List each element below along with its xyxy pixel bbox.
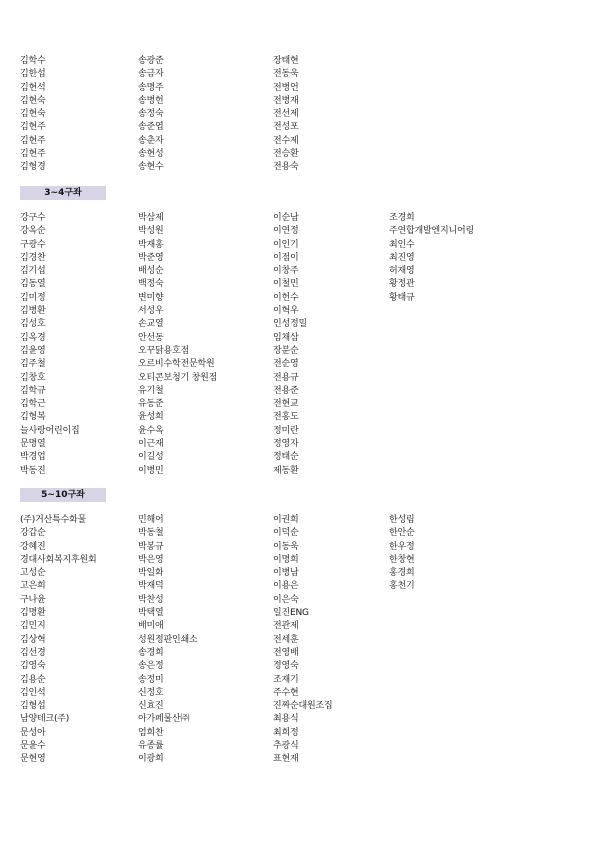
donor-name: 김형경	[20, 162, 46, 173]
donor-name: 김학근	[20, 399, 46, 410]
donor-name: 김형섭	[20, 701, 46, 712]
donor-name: 이은숙	[273, 594, 299, 605]
donor-name: 이근재	[138, 439, 164, 450]
donor-row	[0, 700, 600, 713]
donor-name: 김미정	[20, 292, 46, 303]
donor-row	[0, 607, 600, 620]
donor-row	[0, 647, 600, 660]
donor-name: 박경업	[20, 452, 46, 463]
donor-list-section-5-10	[0, 514, 600, 767]
donor-name: 김현주	[20, 135, 46, 146]
donor-name: 송춘자	[138, 135, 164, 146]
donor-row	[0, 148, 600, 161]
donor-name: 최용식	[273, 714, 299, 725]
donor-name: 정태순	[273, 452, 299, 463]
donor-name: 박은영	[138, 554, 164, 565]
donor-name: 엄희찬	[138, 727, 164, 738]
donor-name: 이명희	[273, 554, 299, 565]
donor-name: 전현교	[273, 399, 299, 410]
donor-row	[0, 332, 600, 345]
donor-row	[0, 753, 600, 766]
donor-name: 박준영	[138, 252, 164, 263]
donor-name: 배성순	[138, 266, 164, 277]
donor-name: 박재홍	[138, 239, 164, 250]
donor-name: 전관제	[273, 621, 299, 632]
donor-name: 김성호	[20, 319, 46, 330]
donor-name: 송은정	[138, 661, 164, 672]
donor-name: 이점이	[273, 252, 299, 263]
donor-row	[0, 674, 600, 687]
donor-name: 배미애	[138, 621, 164, 632]
donor-row	[0, 634, 600, 647]
donor-name: 송광준	[138, 56, 164, 66]
donor-name: 문윤수	[20, 741, 46, 752]
donor-list-section-3-4	[0, 212, 600, 478]
donor-name: 김명환	[20, 608, 46, 619]
donor-name: 박동진	[20, 465, 46, 476]
donor-name: 주수현	[273, 687, 299, 698]
donor-name: 구나윤	[20, 594, 46, 605]
donor-name: 박택열	[138, 608, 164, 619]
donor-row	[0, 292, 600, 305]
donor-row	[0, 385, 600, 398]
donor-name: 허재영	[389, 266, 415, 277]
donor-name: 전순영	[273, 359, 299, 370]
donor-name: 송병헌	[138, 95, 164, 106]
donor-name: 송정숙	[138, 109, 164, 120]
donor-name: 김선경	[20, 647, 46, 658]
donor-name: 신효진	[138, 701, 164, 712]
donor-name: 유종률	[138, 741, 164, 752]
donor-name: 이길성	[138, 452, 164, 463]
donor-name: 이동욱	[273, 541, 299, 552]
donor-name: 전영배	[273, 647, 299, 658]
donor-name: 성원정판인쇄소	[138, 634, 198, 645]
donor-row	[0, 567, 600, 580]
donor-name: 남양테크(주)	[20, 714, 70, 725]
donor-name: 제동환	[273, 465, 299, 476]
donor-name: 정영숙	[273, 661, 299, 672]
donor-name: 전수제	[273, 135, 299, 146]
donor-name: 한안순	[389, 528, 415, 539]
donor-row	[0, 305, 600, 318]
donor-name: 조경희	[389, 213, 415, 223]
donor-name: 김창호	[20, 372, 46, 383]
donor-row	[0, 135, 600, 148]
donor-name: 전용규	[273, 372, 299, 383]
donor-name: 전승환	[273, 149, 299, 160]
donor-name: 황정관	[389, 279, 415, 290]
donor-name: 송명주	[138, 82, 164, 93]
donor-name: 일진ENG	[273, 608, 309, 619]
donor-name: 이인기	[273, 239, 299, 250]
donor-row	[0, 425, 600, 438]
donor-name: 송현수	[138, 162, 164, 173]
donor-name: 이병남	[273, 568, 299, 579]
donor-name: 김현주	[20, 122, 46, 133]
donor-name: 이혁우	[273, 306, 299, 317]
donor-name: 박성원	[138, 226, 164, 237]
donor-name: 정미란	[273, 425, 299, 436]
donor-name: 표현재	[273, 754, 299, 765]
donor-name: 전세훈	[273, 634, 299, 645]
donor-name: 김윤영	[20, 345, 46, 356]
donor-row	[0, 465, 600, 478]
donor-name: 김동열	[20, 279, 46, 290]
donor-name: 박봉규	[138, 541, 164, 552]
donor-name: 이병민	[138, 465, 164, 476]
donor-row	[0, 398, 600, 411]
donor-name: 송준엽	[138, 122, 164, 133]
donor-name: 홍천기	[389, 581, 415, 592]
donor-name: 장분순	[273, 345, 299, 356]
donor-name: 한창현	[389, 554, 415, 565]
donor-row	[0, 278, 600, 291]
donor-row	[0, 687, 600, 700]
donor-name: 늘사랑어린이집	[20, 425, 80, 436]
donor-row	[0, 161, 600, 174]
donor-name: 전병언	[273, 82, 299, 93]
donor-row	[0, 212, 600, 225]
section-header-3-4: 3~4구좌	[20, 186, 106, 200]
donor-row	[0, 121, 600, 134]
donor-name: 김영숙	[20, 661, 46, 672]
section-header-5-10: 5~10구좌	[20, 488, 106, 502]
donor-name: 아가페물산㈜	[138, 714, 190, 725]
donor-name: 고성순	[20, 568, 46, 579]
donor-name: 문성아	[20, 727, 46, 738]
donor-name: 전성포	[273, 122, 299, 133]
donor-row	[0, 345, 600, 358]
donor-name: 이연정	[273, 226, 299, 237]
donor-name: 전홍도	[273, 412, 299, 423]
donor-row	[0, 514, 600, 527]
donor-row	[0, 527, 600, 540]
donor-name: 김기섭	[20, 266, 46, 277]
donor-name: 추광식	[273, 741, 299, 752]
donor-row	[0, 740, 600, 753]
donor-name: 장태현	[273, 56, 299, 66]
donor-name: 유동준	[138, 399, 164, 410]
donor-name: 김용순	[20, 674, 46, 685]
donor-row	[0, 265, 600, 278]
donor-name: 송현성	[138, 149, 164, 160]
donor-name: 고은희	[20, 581, 46, 592]
donor-row	[0, 318, 600, 331]
donor-row	[0, 541, 600, 554]
donor-name: 임채삼	[273, 332, 299, 343]
donor-name: 전용준	[273, 385, 299, 396]
donor-name: 한성림	[389, 515, 415, 525]
donor-name: 문현영	[20, 754, 46, 765]
donor-name: 변미향	[138, 292, 164, 303]
donor-row	[0, 108, 600, 121]
donor-name: 문명열	[20, 439, 46, 450]
donor-name: 조재기	[273, 674, 299, 685]
donor-name: 최인수	[389, 239, 415, 250]
donor-name: 전선제	[273, 109, 299, 120]
donor-name: 송경희	[138, 647, 164, 658]
donor-name: 송정미	[138, 674, 164, 685]
donor-row	[0, 68, 600, 81]
donor-row	[0, 438, 600, 451]
donor-row	[0, 620, 600, 633]
donor-name: 박삼제	[138, 213, 164, 223]
donor-name: 안선동	[138, 332, 164, 343]
donor-name: (주)거산특수화물	[20, 515, 87, 525]
donor-name: 유기철	[138, 385, 164, 396]
donor-row	[0, 82, 600, 95]
donor-row	[0, 411, 600, 424]
donor-row	[0, 727, 600, 740]
donor-name: 강혜진	[20, 541, 46, 552]
donor-name: 윤수옥	[138, 425, 164, 436]
donor-list-section-top	[0, 55, 600, 175]
donor-name: 김학규	[20, 385, 46, 396]
donor-name: 전동욱	[273, 69, 299, 80]
donor-row	[0, 225, 600, 238]
donor-name: 강옥순	[20, 226, 46, 237]
donor-name: 최희정	[273, 727, 299, 738]
donor-name: 이철민	[273, 279, 299, 290]
donor-name: 인성정밀	[273, 319, 307, 330]
donor-name: 이헌수	[273, 292, 299, 303]
donor-name: 김옥경	[20, 332, 46, 343]
donor-row	[0, 713, 600, 726]
donor-name: 백정숙	[138, 279, 164, 290]
donor-name: 서성우	[138, 306, 164, 317]
donor-name: 박재덕	[138, 581, 164, 592]
donor-name: 이순남	[273, 213, 299, 223]
donor-name: 김현석	[20, 82, 46, 93]
donor-row	[0, 372, 600, 385]
donor-name: 윤성희	[138, 412, 164, 423]
donor-name: 김형복	[20, 412, 46, 423]
donor-row	[0, 95, 600, 108]
donor-name: 김민지	[20, 621, 46, 632]
donor-row	[0, 580, 600, 593]
donor-row	[0, 252, 600, 265]
donor-name: 김한섭	[20, 69, 46, 80]
donor-name: 손교열	[138, 319, 164, 330]
donor-name: 송금자	[138, 69, 164, 80]
donor-name: 전용숙	[273, 162, 299, 173]
donor-name: 김병환	[20, 306, 46, 317]
donor-name: 강갑순	[20, 528, 46, 539]
donor-name: 이권희	[273, 515, 299, 525]
donor-name: 박찬성	[138, 594, 164, 605]
donor-name: 전병재	[273, 95, 299, 106]
donor-row	[0, 358, 600, 371]
donor-name: 김현주	[20, 149, 46, 160]
donor-name: 강구수	[20, 213, 46, 223]
donor-name: 오티콘보청기 창원점	[138, 372, 218, 383]
donor-name: 구광수	[20, 239, 46, 250]
donor-row	[0, 451, 600, 464]
donor-name: 김학수	[20, 56, 46, 66]
donor-name: 최진영	[389, 252, 415, 263]
donor-name: 진짜순대원조집	[273, 701, 333, 712]
donor-name: 경대사회복지후원회	[20, 554, 97, 565]
donor-row	[0, 594, 600, 607]
donor-name: 민해어	[138, 515, 164, 525]
donor-name: 정영자	[273, 439, 299, 450]
donor-name: 주연합개발엔지니어링	[389, 226, 474, 237]
donor-row	[0, 55, 600, 68]
donor-row	[0, 660, 600, 673]
donor-name: 한우정	[389, 541, 415, 552]
donor-name: 박동철	[138, 528, 164, 539]
donor-name: 이덕순	[273, 528, 299, 539]
donor-row	[0, 239, 600, 252]
donor-name: 이용은	[273, 581, 299, 592]
donor-name: 오꾸닭용호점	[138, 345, 189, 356]
donor-name: 김주철	[20, 359, 46, 370]
donor-name: 김현숙	[20, 109, 46, 120]
donor-name: 김상혁	[20, 634, 46, 645]
donor-name: 김경찬	[20, 252, 46, 263]
donor-name: 이창주	[273, 266, 299, 277]
donor-name: 홍경희	[389, 568, 415, 579]
donor-name: 김현숙	[20, 95, 46, 106]
donor-name: 오르비수학전문학원	[138, 359, 215, 370]
donor-name: 이광희	[138, 754, 164, 765]
donor-row	[0, 554, 600, 567]
donor-name: 박일화	[138, 568, 164, 579]
donor-name: 신정호	[138, 687, 164, 698]
donor-name: 황태규	[389, 292, 415, 303]
donor-name: 김인석	[20, 687, 46, 698]
